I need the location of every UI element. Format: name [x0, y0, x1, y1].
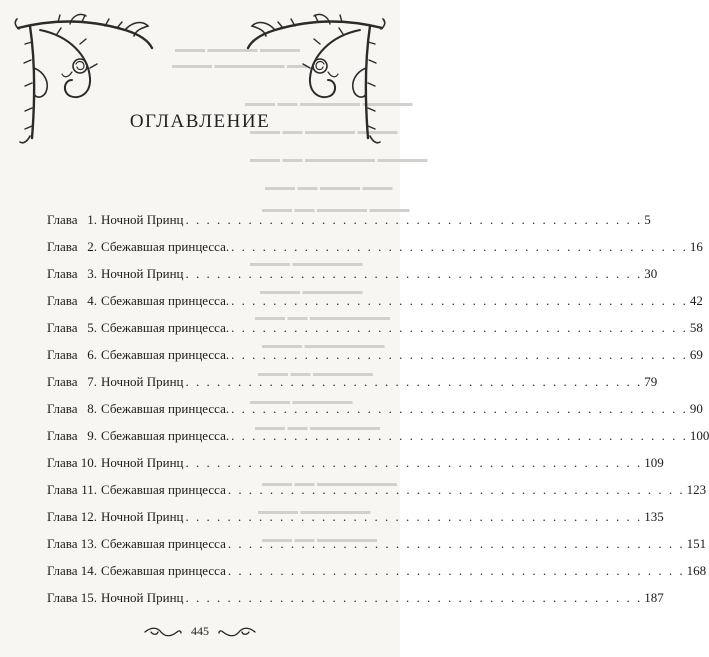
- chapter-page-number: 151: [686, 536, 707, 551]
- chapter-page-number: 168: [686, 563, 707, 578]
- chapter-number: 9.: [87, 428, 97, 443]
- table-of-contents: [47, 212, 709, 617]
- toc-entry[interactable]: [47, 239, 703, 266]
- chapter-label: Глава: [47, 293, 78, 308]
- chapter-title: Ночной Принц: [101, 266, 184, 281]
- chapter-number: 7.: [87, 374, 97, 389]
- chapter-page-number: 58: [689, 320, 703, 335]
- chapter-title: Сбежавшая принцесса.: [101, 239, 230, 254]
- chapter-page-number: 30: [644, 266, 658, 281]
- chapter-number: 10.: [80, 455, 97, 470]
- dot-leader: [184, 509, 645, 525]
- toc-entry[interactable]: [47, 482, 707, 509]
- dot-leader: [226, 536, 687, 552]
- chapter-page-number: 5: [644, 212, 651, 227]
- dot-leader: [229, 428, 690, 444]
- toc-entry[interactable]: [47, 563, 707, 590]
- chapter-title: Ночной Принц: [101, 374, 184, 389]
- chapter-number: 2.: [87, 239, 97, 254]
- bleed-through-texture: ▬▬▬ ▬▬▬▬▬ ▬▬▬▬ ▬▬▬▬ ▬▬▬▬▬▬▬ ▬▬ ▬▬▬ ▬▬ ▬▬▬▬▬▬ ▬▬▬▬▬ ▬▬▬ ▬▬ ▬▬▬▬▬ ▬▬▬▬ ▬▬▬ ▬▬ ▬▬▬▬▬▬▬ ▬▬▬▬▬ ▬▬▬ ▬▬ ▬▬▬▬ ▬▬▬ ▬▬▬ ▬▬ ▬▬▬▬▬ ▬▬▬▬ ▬▬▬▬ ▬▬▬▬▬▬▬ ▬▬▬▬ ▬▬▬▬▬▬ ▬▬▬ ▬▬ ▬▬▬▬▬▬▬▬ ▬▬▬▬ ▬▬▬▬▬▬▬▬ ▬▬▬ ▬▬ ▬▬▬▬▬▬ ▬▬▬▬ ▬▬▬▬▬▬ ▬▬▬ ▬▬ ▬▬▬▬▬▬▬ ▬▬▬ ▬▬ ▬▬▬▬▬▬▬▬ ▬▬▬▬ ▬▬▬▬▬▬▬ ▬▬▬ ▬▬ ▬▬▬▬▬▬: [172, 44, 428, 545]
- page-title: оглавление: [129, 103, 271, 133]
- chapter-page-number: 187: [644, 590, 664, 605]
- chapter-label: Глава: [47, 266, 78, 281]
- chapter-number: 3.: [87, 266, 97, 281]
- chapter-title: Сбежавшая принцесса: [101, 482, 226, 497]
- swirl-flourish-icon: [143, 626, 183, 638]
- toc-entry[interactable]: [47, 320, 703, 347]
- chapter-number: 8.: [87, 401, 97, 416]
- chapter-title: Сбежавшая принцесса: [101, 563, 226, 578]
- page-number: 445: [191, 624, 209, 638]
- chapter-label: Глава: [47, 590, 78, 605]
- chapter-page-number: 123: [686, 482, 707, 497]
- chapter-title: Сбежавшая принцесса.: [101, 428, 230, 443]
- chapter-page-number: 79: [644, 374, 658, 389]
- toc-entry[interactable]: [47, 509, 664, 536]
- chapter-page-number: 135: [644, 509, 664, 524]
- toc-entry[interactable]: [47, 401, 703, 428]
- chapter-page-number: 90: [689, 401, 703, 416]
- chapter-number: 15.: [80, 590, 97, 605]
- chapter-label: Глава: [47, 374, 78, 389]
- chapter-page-number: 100: [689, 428, 709, 443]
- dot-leader: [184, 212, 645, 228]
- chapter-page-number: 42: [689, 293, 703, 308]
- chapter-title: Сбежавшая принцесса.: [101, 401, 230, 416]
- dot-leader: [229, 239, 690, 255]
- dot-leader: [226, 563, 687, 579]
- chapter-label: Глава: [47, 401, 78, 416]
- toc-entry[interactable]: [47, 266, 658, 293]
- chapter-title: Сбежавшая принцесса.: [101, 347, 230, 362]
- dot-leader: [229, 320, 690, 336]
- toc-entry[interactable]: [47, 590, 664, 617]
- dot-leader: [184, 590, 645, 606]
- chapter-number: 5.: [87, 320, 97, 335]
- chapter-title: Ночной Принц: [101, 590, 184, 605]
- chapter-number: 1.: [87, 212, 97, 227]
- toc-entry[interactable]: [47, 428, 709, 455]
- toc-entry[interactable]: [47, 293, 703, 320]
- chapter-number: 13.: [80, 536, 97, 551]
- chapter-label: Глава: [47, 509, 78, 524]
- chapter-label: Глава: [47, 482, 78, 497]
- chapter-label: Глава: [47, 212, 78, 227]
- chapter-number: 6.: [87, 347, 97, 362]
- chapter-page-number: 69: [689, 347, 703, 362]
- chapter-number: 14.: [80, 563, 97, 578]
- chapter-number: 12.: [80, 509, 97, 524]
- dot-leader: [184, 266, 645, 282]
- toc-entry[interactable]: [47, 536, 707, 563]
- toc-entry[interactable]: [47, 212, 651, 239]
- chapter-title: Ночной Принц: [101, 509, 184, 524]
- chapter-title: Ночной Принц: [101, 212, 184, 227]
- dot-leader: [229, 347, 690, 363]
- toc-entry[interactable]: [47, 347, 703, 374]
- chapter-label: Глава: [47, 428, 78, 443]
- chapter-label: Глава: [47, 455, 78, 470]
- chapter-label: Глава: [47, 563, 78, 578]
- chapter-number: 4.: [87, 293, 97, 308]
- chapter-title: Сбежавшая принцесса.: [101, 320, 230, 335]
- chapter-title: Сбежавшая принцесса.: [101, 293, 230, 308]
- dot-leader: [229, 401, 690, 417]
- chapter-number: 11.: [81, 482, 97, 497]
- dot-leader: [184, 374, 645, 390]
- dot-leader: [226, 482, 687, 498]
- toc-entry[interactable]: [47, 374, 658, 401]
- toc-entry[interactable]: [47, 455, 664, 482]
- chapter-label: Глава: [47, 239, 78, 254]
- chapter-title: Сбежавшая принцесса: [101, 536, 226, 551]
- chapter-page-number: 109: [644, 455, 664, 470]
- chapter-page-number: 16: [689, 239, 703, 254]
- dot-leader: [184, 455, 645, 471]
- dot-leader: [229, 293, 690, 309]
- chapter-label: Глава: [47, 536, 78, 551]
- page-footer: [0, 624, 400, 639]
- swirl-flourish-icon: [217, 626, 257, 638]
- chapter-title: Ночной Принц: [101, 455, 184, 470]
- chapter-label: Глава: [47, 320, 78, 335]
- chapter-label: Глава: [47, 347, 78, 362]
